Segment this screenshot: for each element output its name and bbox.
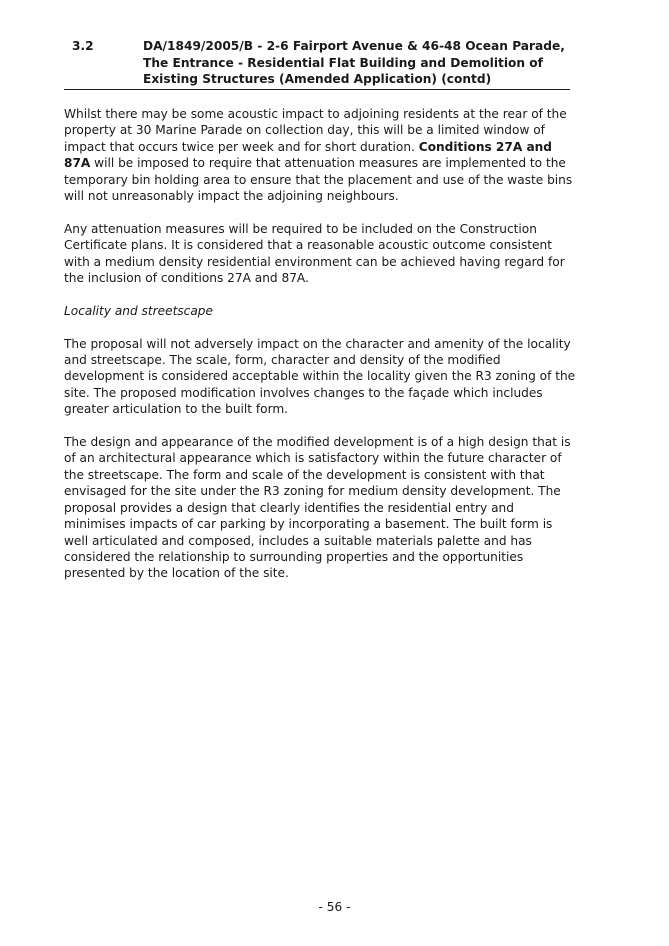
paragraph-text: will be imposed to require that attenuation measures are implemented to the temporary bin holding area to ensure that the placement and use of the waste bins will not unreasonably impact the adjoining neighbours. — [64, 156, 573, 204]
section-heading — [64, 38, 570, 88]
heading-divider — [64, 89, 570, 90]
paragraph-locality: The proposal will not adversely impact on the character and amenity of the locality and streetscape. The scale, form, character and density of the modified development is considered acceptable within the locality given the R3 zoning of the site. The proposed modification involves changes to the façade which includes greater articulation to the built form. — [64, 336, 576, 417]
conditions-emphasis: Conditions 27A and 87A — [64, 139, 552, 171]
page-number: - 56 - — [318, 900, 351, 914]
paragraph-attenuation-measures: Any attenuation measures will be required to be included on the Construction Certificate plans. It is considered that a reasonable acoustic outcome consistent with a medium density residential environment can be achieved having regard for the inclusion of conditions 27A and 87A. — [64, 221, 565, 286]
paragraph-acoustic-impact — [64, 106, 576, 204]
document-body — [64, 106, 576, 598]
section-number: 3.2 — [72, 39, 94, 53]
section-title: DA/1849/2005/B - 2-6 Fairport Avenue & 46-48 Ocean Parade, The Entrance - Residential Flat Building and Demolition of Existing Structures (Amended Application) (contd) — [143, 39, 565, 86]
paragraph-design-appearance: The design and appearance of the modified development is of a high design that is of an architectural appearance which is satisfactory within the future character of the streetscape. The form and scale of the development is consistent with that envisaged for the site under the R3 zoning for medium density development. The proposal provides a design that clearly identifies the residential entry and minimises impacts of car parking by incorporating a basement. The built form is well articulated and composed, includes a suitable materials palette and has considered the relationship to surrounding properties and the opportunities presented by the location of the site. — [64, 435, 571, 581]
paragraph-text: Whilst there may be some acoustic impact to adjoining residents at the rear of the property at 30 Marine Parade on collection day, this will be a limited window of impact that occurs twice per week and for short duration. — [64, 107, 567, 154]
subheading-locality: Locality and streetscape — [64, 303, 213, 318]
